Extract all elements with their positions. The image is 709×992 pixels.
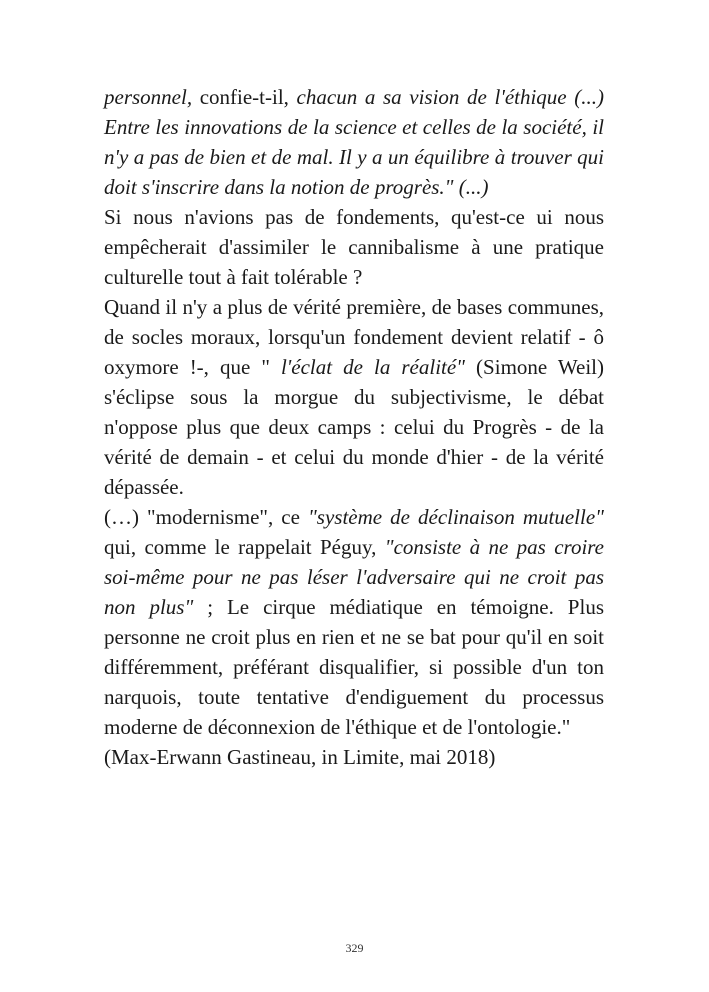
text-segment: l'éclat de la réalité" bbox=[280, 355, 466, 379]
text-segment: Si nous n'avions pas de fondements, qu'est-ce ui nous empêcherait d'assimiler le cannibalisme à une pratique culturelle tout à fait tolérable ? bbox=[104, 205, 604, 289]
text-segment: Quand il n'y a plus de vérité première, de bases communes, de socles moraux, lorsqu'un fondement devient relatif - ô oxymore !-, que " bbox=[104, 295, 604, 379]
paragraph-quote-continuation bbox=[104, 82, 604, 202]
text-segment: personnel, bbox=[104, 85, 193, 109]
text-segment: confie-t-il, bbox=[192, 85, 297, 109]
paragraph-fondements bbox=[104, 202, 604, 292]
paragraph-modernisme bbox=[104, 502, 604, 742]
text-segment: (…) "modernisme", ce bbox=[104, 505, 308, 529]
paragraph-citation-source bbox=[104, 742, 604, 772]
text-segment: ; Le cirque médiatique en témoigne. Plus personne ne croit plus en rien et ne se bat pour qu'il en soit différemment, préférant disqualifier, si possible d'un ton narquois, toute tentative d'endiguement du processus moderne de déconnexion de l'éthique et de l'ontologie." bbox=[104, 595, 604, 739]
text-segment: "système de déclinaison mutuelle" bbox=[307, 505, 604, 529]
text-segment: (Max-Erwann Gastineau, in Limite, mai 2018) bbox=[104, 745, 496, 769]
text-segment: qui, comme le rappelait Péguy, bbox=[104, 535, 385, 559]
text-segment: chacun a sa vision de l'éthique (...) Entre les innovations de la science et celles de la société, il n'y a pas de bien et de mal. Il y a un équilibre à trouver qui doit s'inscrire dans la notion de progrès." (...) bbox=[104, 85, 604, 199]
text-segment: "consiste à ne pas croire soi-même pour ne pas léser l'adversaire qui ne croit pas non plus" bbox=[104, 535, 604, 619]
body-text bbox=[104, 82, 604, 772]
text-segment: (Simone Weil) s'éclipse sous la morgue du subjectivisme, le débat n'oppose plus que deux camps : celui du Progrès - de la vérité de demain - et celui du monde d'hier - de la vérité dépassée. bbox=[104, 355, 605, 499]
page-number: 329 bbox=[345, 941, 364, 955]
paragraph-verite bbox=[104, 292, 604, 502]
